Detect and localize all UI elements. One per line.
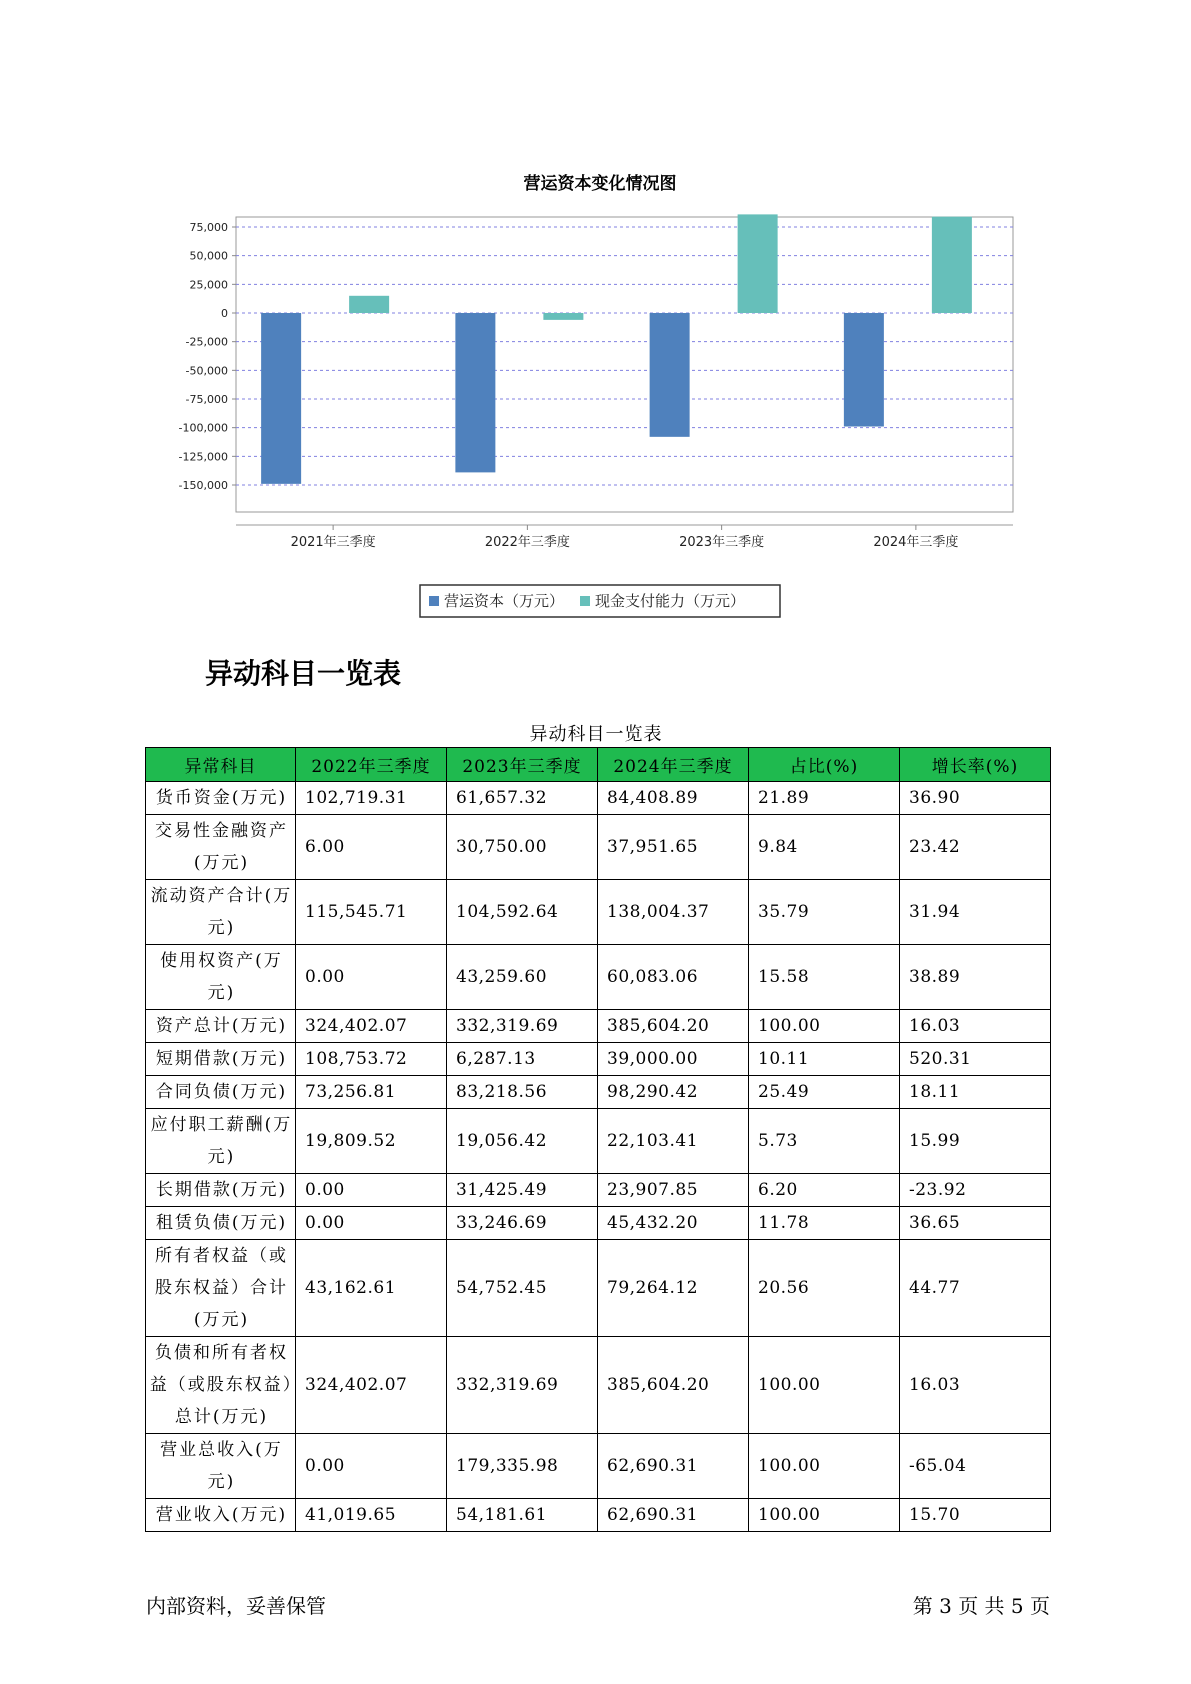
table-row xyxy=(146,1043,1051,1076)
footer-note: 内部资料，妥善保管 xyxy=(146,1594,326,1618)
bar-working-capital xyxy=(455,313,495,472)
y-tick-label: 50,000 xyxy=(189,249,228,263)
cell-growth: 16.03 xyxy=(900,1337,1051,1434)
cell-ratio: 15.58 xyxy=(749,945,900,1010)
cell-subject: 流动资产合计(万元) xyxy=(146,880,296,945)
cell-2022: 41,019.65 xyxy=(296,1499,447,1532)
cell-subject: 短期借款(万元) xyxy=(146,1043,296,1076)
cell-2024: 39,000.00 xyxy=(598,1043,749,1076)
cell-ratio: 5.73 xyxy=(749,1109,900,1174)
cell-subject: 所有者权益（或股东权益）合计(万元) xyxy=(146,1240,296,1337)
page-number: 第 3 页 共 5 页 xyxy=(912,1594,1050,1618)
cell-2022: 115,545.71 xyxy=(296,880,447,945)
cell-2024: 62,690.31 xyxy=(598,1434,749,1499)
cell-2022: 43,162.61 xyxy=(296,1240,447,1337)
y-tick-label: -75,000 xyxy=(185,393,228,406)
x-tick-label: 2023年三季度 xyxy=(679,535,765,550)
cell-ratio: 100.00 xyxy=(749,1010,900,1043)
bar-working-capital xyxy=(844,313,884,427)
cell-2022: 73,256.81 xyxy=(296,1076,447,1109)
cell-growth: 36.65 xyxy=(900,1207,1051,1240)
table-row xyxy=(146,815,1051,880)
cell-2023: 31,425.49 xyxy=(447,1174,598,1207)
y-tick-label: -150,000 xyxy=(178,479,228,492)
cell-growth: 15.70 xyxy=(900,1499,1051,1532)
cell-2024: 45,432.20 xyxy=(598,1207,749,1240)
cell-ratio: 25.49 xyxy=(749,1076,900,1109)
cell-2024: 385,604.20 xyxy=(598,1337,749,1434)
cell-2022: 0.00 xyxy=(296,1174,447,1207)
y-tick-label: 0 xyxy=(221,307,228,320)
cell-2022: 0.00 xyxy=(296,945,447,1010)
bar-working-capital xyxy=(650,313,690,437)
cell-growth: 16.03 xyxy=(900,1010,1051,1043)
table-row xyxy=(146,1076,1051,1109)
cell-2023: 332,319.69 xyxy=(447,1337,598,1434)
cell-2022: 102,719.31 xyxy=(296,782,447,815)
cell-2023: 54,752.45 xyxy=(447,1240,598,1337)
cell-subject: 货币资金(万元) xyxy=(146,782,296,815)
table-row xyxy=(146,1010,1051,1043)
cell-2024: 98,290.42 xyxy=(598,1076,749,1109)
cell-subject: 应付职工薪酬(万元) xyxy=(146,1109,296,1174)
legend-swatch-working-capital xyxy=(429,596,439,606)
cell-ratio: 100.00 xyxy=(749,1434,900,1499)
cell-2024: 385,604.20 xyxy=(598,1010,749,1043)
cell-growth: -23.92 xyxy=(900,1174,1051,1207)
cell-growth: 36.90 xyxy=(900,782,1051,815)
cell-2023: 332,319.69 xyxy=(447,1010,598,1043)
cell-2024: 22,103.41 xyxy=(598,1109,749,1174)
y-tick-label: 75,000 xyxy=(189,221,228,234)
table-row xyxy=(146,1109,1051,1174)
table-row xyxy=(146,1337,1051,1434)
table-row xyxy=(146,782,1051,815)
table-row xyxy=(146,1499,1051,1532)
header-growth: 增长率(%) xyxy=(900,748,1051,782)
section-title: 异动科目一览表 xyxy=(205,657,402,690)
y-tick-label: -125,000 xyxy=(178,450,228,464)
cell-growth: 18.11 xyxy=(900,1076,1051,1109)
cell-2022: 0.00 xyxy=(296,1207,447,1240)
cell-2024: 62,690.31 xyxy=(598,1499,749,1532)
y-tick-label: -100,000 xyxy=(178,421,228,435)
header-2024: 2024年三季度 xyxy=(598,748,749,782)
cell-ratio: 100.00 xyxy=(749,1337,900,1434)
cell-2022: 19,809.52 xyxy=(296,1109,447,1174)
cell-ratio: 6.20 xyxy=(749,1174,900,1207)
anomaly-table xyxy=(145,747,1051,1532)
cell-ratio: 20.56 xyxy=(749,1240,900,1337)
bar-cash-capacity xyxy=(932,217,972,313)
cell-2023: 104,592.64 xyxy=(447,880,598,945)
cell-growth: 44.77 xyxy=(900,1240,1051,1337)
bar-cash-capacity xyxy=(349,296,389,313)
cell-2024: 84,408.89 xyxy=(598,782,749,815)
x-tick-label: 2024年三季度 xyxy=(873,535,959,550)
cell-growth: 23.42 xyxy=(900,815,1051,880)
header-subject: 异常科目 xyxy=(146,748,296,782)
cell-subject: 使用权资产(万元) xyxy=(146,945,296,1010)
cell-2024: 37,951.65 xyxy=(598,815,749,880)
cell-2024: 60,083.06 xyxy=(598,945,749,1010)
cell-2023: 61,657.32 xyxy=(447,782,598,815)
cell-subject: 合同负债(万元) xyxy=(146,1076,296,1109)
cell-2023: 43,259.60 xyxy=(447,945,598,1010)
cell-ratio: 11.78 xyxy=(749,1207,900,1240)
cell-2023: 19,056.42 xyxy=(447,1109,598,1174)
plot-area xyxy=(236,217,1013,512)
legend-label-working-capital: 营运资本（万元） xyxy=(444,592,565,610)
bar-working-capital xyxy=(261,313,301,484)
cell-growth: 31.94 xyxy=(900,880,1051,945)
bar-cash-capacity xyxy=(738,214,778,313)
cell-subject: 租赁负债(万元) xyxy=(146,1207,296,1240)
cell-growth: 520.31 xyxy=(900,1043,1051,1076)
chart-title: 营运资本变化情况图 xyxy=(523,174,677,194)
cell-growth: 38.89 xyxy=(900,945,1051,1010)
table-row xyxy=(146,945,1051,1010)
cell-ratio: 9.84 xyxy=(749,815,900,880)
cell-2023: 33,246.69 xyxy=(447,1207,598,1240)
cell-2022: 6.00 xyxy=(296,815,447,880)
cell-subject: 负债和所有者权益（或股东权益）总计(万元) xyxy=(146,1337,296,1434)
cell-growth: -65.04 xyxy=(900,1434,1051,1499)
cell-ratio: 35.79 xyxy=(749,880,900,945)
cell-2023: 179,335.98 xyxy=(447,1434,598,1499)
header-2022: 2022年三季度 xyxy=(296,748,447,782)
x-tick-label: 2022年三季度 xyxy=(484,535,570,550)
cell-growth: 15.99 xyxy=(900,1109,1051,1174)
cell-2023: 30,750.00 xyxy=(447,815,598,880)
y-tick-label: 25,000 xyxy=(189,278,228,292)
table-row xyxy=(146,1174,1051,1207)
y-tick-label: -50,000 xyxy=(185,364,228,378)
y-tick-label: -25,000 xyxy=(185,335,228,349)
table-header-row xyxy=(146,748,1051,782)
table-row xyxy=(146,1240,1051,1337)
cell-ratio: 100.00 xyxy=(749,1499,900,1532)
chart-legend xyxy=(420,585,780,617)
cell-2022: 324,402.07 xyxy=(296,1337,447,1434)
table-row xyxy=(146,880,1051,945)
table-caption: 异动科目一览表 xyxy=(529,724,663,745)
cell-2022: 0.00 xyxy=(296,1434,447,1499)
cell-2022: 324,402.07 xyxy=(296,1010,447,1043)
cell-2023: 54,181.61 xyxy=(447,1499,598,1532)
cell-subject: 资产总计(万元) xyxy=(146,1010,296,1043)
cell-2023: 83,218.56 xyxy=(447,1076,598,1109)
cell-ratio: 21.89 xyxy=(749,782,900,815)
x-tick-label: 2021年三季度 xyxy=(290,535,376,550)
bar-cash-capacity xyxy=(543,313,583,320)
header-2023: 2023年三季度 xyxy=(447,748,598,782)
cell-2024: 79,264.12 xyxy=(598,1240,749,1337)
cell-2024: 138,004.37 xyxy=(598,880,749,945)
header-ratio: 占比(%) xyxy=(749,748,900,782)
working-capital-chart xyxy=(150,160,1050,630)
cell-2023: 6,287.13 xyxy=(447,1043,598,1076)
cell-subject: 交易性金融资产(万元) xyxy=(146,815,296,880)
cell-2022: 108,753.72 xyxy=(296,1043,447,1076)
cell-subject: 长期借款(万元) xyxy=(146,1174,296,1207)
cell-2024: 23,907.85 xyxy=(598,1174,749,1207)
cell-ratio: 10.11 xyxy=(749,1043,900,1076)
cell-subject: 营业收入(万元) xyxy=(146,1499,296,1532)
legend-swatch-cash-capacity xyxy=(580,596,590,606)
table-row xyxy=(146,1207,1051,1240)
cell-subject: 营业总收入(万元) xyxy=(146,1434,296,1499)
legend-label-cash-capacity: 现金支付能力（万元） xyxy=(595,592,746,610)
table-row xyxy=(146,1434,1051,1499)
